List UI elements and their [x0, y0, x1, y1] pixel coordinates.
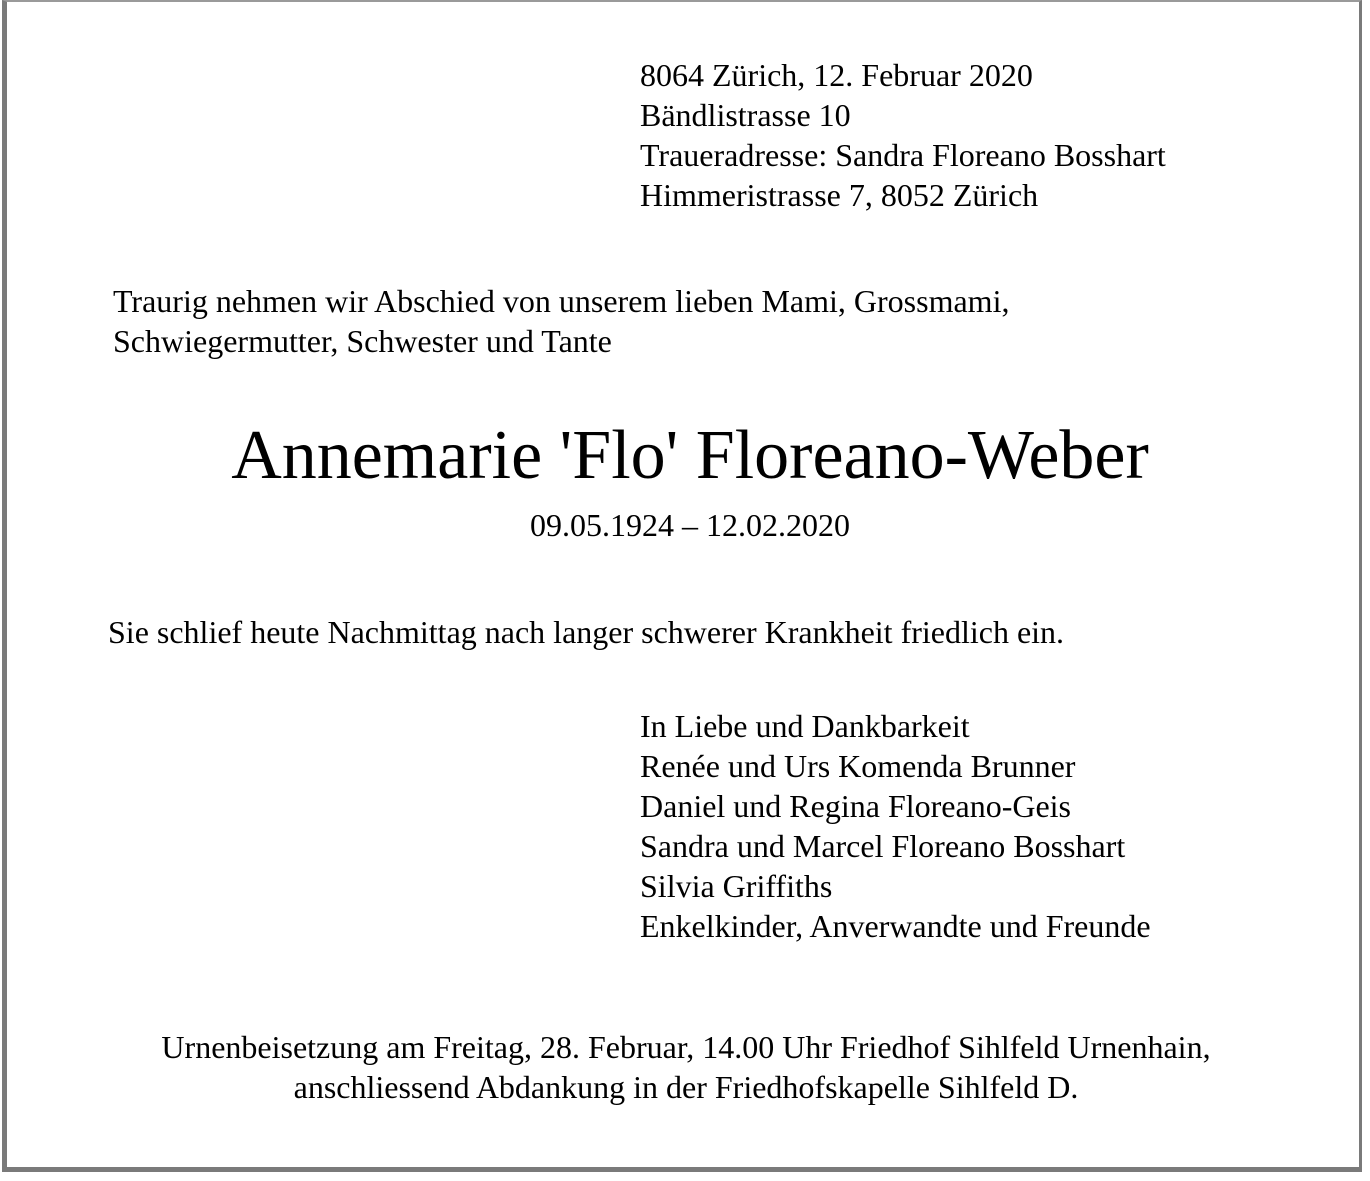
intro-line: Traurig nehmen wir Abschied von unserem lieben Mami, Grossmami,	[113, 283, 1010, 319]
address-line: 8064 Zürich, 12. Februar 2020	[640, 57, 1033, 93]
mourner-line: Silvia Griffiths	[640, 868, 833, 904]
address-line: Traueradresse: Sandra Floreano Bosshart	[640, 137, 1166, 173]
mourner-line: Renée und Urs Komenda Brunner	[640, 748, 1076, 784]
passing-message: Sie schlief heute Nachmittag nach langer schwerer Krankheit friedlich ein.	[108, 614, 1065, 650]
address-line: Bändlistrasse 10	[640, 97, 851, 133]
ceremony-line: Urnenbeisetzung am Freitag, 28. Februar, 14.00 Uhr Friedhof Sihlfeld Urnenhain,	[161, 1029, 1211, 1065]
mourners-block	[640, 706, 1151, 946]
address-line: Himmeristrasse 7, 8052 Zürich	[640, 177, 1039, 213]
mourner-line: Daniel und Regina Floreano-Geis	[640, 788, 1071, 824]
ceremony-line: anschliessend Abdankung in der Friedhofskapelle Sihlfeld D.	[293, 1069, 1079, 1105]
mourner-line: Enkelkinder, Anverwandte und Freunde	[640, 908, 1151, 944]
mourner-line: In Liebe und Dankbarkeit	[640, 708, 970, 744]
deceased-name: Annemarie 'Flo' Floreano-Weber	[231, 417, 1149, 494]
life-dates: 09.05.1924 – 12.02.2020	[530, 507, 850, 543]
ceremony-info	[0, 1027, 1370, 1107]
intro-line: Schwiegermutter, Schwester und Tante	[113, 323, 612, 359]
intro-text	[113, 281, 1009, 361]
address-block	[640, 55, 1166, 215]
mourner-line: Sandra und Marcel Floreano Bosshart	[640, 828, 1126, 864]
